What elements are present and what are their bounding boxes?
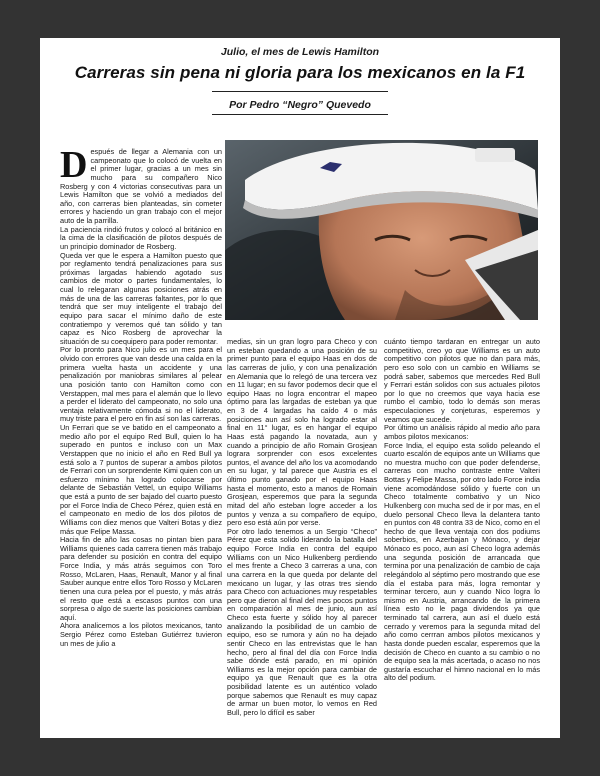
byline-top-rule (212, 91, 388, 92)
paragraph: medias, sin un gran logro para Checo y con un esteban quedando a una posición de su primer punto para el equipo Haas en dos de las carreras de julio, y con una penalización en Alemania que lo relegó de una tercera vez en 11 lugar; en su favor podemos decir que el equipo Haas no logra encontrar el mapeo óptimo para las largadas de esteban ya que en 3 de 4 largadas ha caído 4 o más posiciones aun así solo ha logrado estar al final en 11° lugar, es en hangar el equipo Haas está pagando la novatada, aun y cuando a principio de año Romain Grosjean lograra sorprender con esos excelentes puntos, el avance del año los va acomodando en su lugar, y tal parece que Austria es el último punto ganado por el equipo Haas hasta el momento, esto a manos de Romain Grosjean, esperemos que para la segunda mitad del año esteban logre acceder a los puntos y venza a su compañero de equipo, pero eso está aún por verse. (227, 337, 377, 528)
article-column-2 (227, 338, 377, 718)
paragraph: Queda ver que le espera a Hamilton puesto que por reglamento tendrá penalizaciones para sus próximas largadas habiendo agotado sus cambios de motor o partes fundamentales, lo cual lo relegaran algunas posiciones atrás en más de una de las carreras faltantes, por lo que tendrá que ser muy inteligente el trabajo del equipo para sacar el mínimo daño de este contratiempo y veremos qué tan sólido y tan capaz es Nico Rosberg de aprovechar la situación de su coequipero para poder remontar. (60, 250, 222, 346)
paragraph: Force India, el equipo esta solido peleando el cuarto escalón de equipos ante un Williams que no muestra mucho con que poder defenderse, carreras con mucho contraste entre Valteri Bottas y Felipe Massa, por otro lado Force india viene acomodándose sólido y fuerte con un Checo totalmente combativo y un Nico Hulkenberg con mucha sed de ir por mas, en el duelo personal Checo lleva la delantera tanto en puntos con 48 contra 33 de Nico, como en el hecho de que lleva ventaja con dos podiums soberbios, en Azerbajan y Mónaco, y dejar Mónaco es poco, aun así Checo logra además una segunda posición de arrancada que termina por una penalización de cambio de caja relegándolo al séptimo pero mostrando que ese día el estaba para más, logra remontar y terminar tercero, aun y cuando Nico logra lo mismo en Austria, arrancando de la primera línea esto no le paga dividendos ya que terminado tal carrera, aun así el duelo está cerrado y veremos para la segunda mitad del año como cerrran ambos pilotos mexicanos y hasta donde pueden escalar, esperemos que la decisión de Checo en cuanto a su cambio o no de equipo sea la más acertada, o acaso no nos gustaría escuchar el himno nacional en lo más alto del podium. (384, 440, 540, 683)
paragraph: cuánto tiempo tardaran en entregar un auto competitivo, creo yo que Williams es un auto competitivo con pilotos que no dan para más, pero eso solo con un cambio en Williams se podrá saber, sabemos que mercedes Red Bull y Ferrari están solidos con sus actuales pilotos por lo que no creemos que vaya hacia ese rumbo el cambio, todo lo demás son meras especulaciones y conjeturas, esperemos y veamos que sucede. (384, 337, 540, 424)
paragraph: Un Ferrari que se ve batido en el campeonato a medio año por el equipo Red Bull, quien lo ha superado en puntos e incluso con un Max Verstappen que no inicio el año en Red Bull ya está solo a 7 puntos de superar a ambos pilotos de Ferrari con un sorprendente Kimi quien con un esfuerzo mínimo ha logrado colocarse por delante de Sebastián Vettel, un equipo Williams que está a punto de ser bajado del cuarto puesto por el Force India de Checo Pérez, quien está en el campeonato en medio de los dos pilotos de Williams con diez menos que Valteri Botas y diez más que Felipe Massa. (60, 423, 222, 536)
portrait-illustration (225, 140, 538, 320)
driver-portrait-photo (225, 140, 538, 320)
paragraph: Ahora analicemos a los pilotos mexicanos, tanto Sergio Pérez como Esteban Gutiérrez tuvieron un mes de julio a (60, 621, 222, 648)
article-headline: Carreras sin pena ni gloria para los mexicanos en la F1 (74, 63, 526, 82)
paragraph: La paciencia rindió frutos y colocó al británico en la cima de la clasificación de pilotos después de un principio dominador de Rosberg. (60, 224, 222, 251)
paragraph: Por último un análisis rápido al medio año para ambos pilotos mexicanos: (384, 423, 540, 441)
paragraph: espués de llegar a Alemania con un campeonato que lo colocó de vuelta en el primer lugar, gracias a un mes sin mucho para su compañero Nico Rosberg y con 4 victorias consecutivas para un Lewis Hamilton que se volvió a mediados del año, con carreras bien planteadas, sin cometer errores y haciendo un gran trabajo con el mejor auto de la parrilla. (60, 147, 222, 225)
article-column-3 (384, 338, 540, 683)
article-kicker: Julio, el mes de Lewis Hamilton (220, 46, 380, 58)
paragraph: Hacia fin de año las cosas no pintan bien para Williams quienes cada carrera tienen más trabajo para defender su posición en contra del equipo Force India, y más atrás seguimos con Toro Rosso, McLaren, Haas, Renault, Manor y al final Sauber aunque entre ellos Toro Rosso y McLaren tienen una cura pelea por el puesto, y más atrás el resto que está a escasos puntos con una sorpresa o algo de suerte las posiciones cambian aquí. (60, 535, 222, 622)
article-column-1 (60, 144, 222, 648)
article-byline: Por Pedro “Negro” Quevedo (229, 99, 371, 111)
paragraph: Por otro lado tenemos a un Sergio “Checo” Pérez que esta solido liderando la batalla del equipo Force India en contra del equipo Williams con un Nico Hulkenberg perdiendo el mes frente a Checo 3 carreras a una, con una carrera en la que queda por delante del mexicano un lugar, y las otras tres siendo para Checo con actuaciones muy respetables pero que dieron al final del mes pocos puntos en comparación al mes de junio, aun así Checo esta fuerte y sólido hoy al parecer analizando la posibilidad de un cambio de equipo, eso se rumora y aún no ha dejado sentir Checo en las entrevistas que le han hecho, pero al final del día con Force India sabe dónde está parado, en mi opinión Williams es la mejor opción para cambiar de equipo ya que Renault que es la otra posibilidad latente es un auténtico volado porque sabemos que Renault es muy capaz de armar un buen motor, lo vemos en Red Bull, pero lo difícil es saber (227, 526, 377, 717)
drop-cap: D (60, 144, 88, 186)
paragraph: Por lo pronto para Nico julio es un mes para el olvido con errores que van desde una calda en la primera vuelta hasta un accidente y una penalización por maniobras similares al pelear una posición tanto con Hamilton como con Verstappen, mal mes para el alemán que lo llevo a perder el liderato del campeonato, no solo una ventaja relativamente cómoda si no el liderato, muy triste para el pero en fin así son las carreras. (60, 345, 222, 424)
magazine-page (40, 38, 560, 738)
byline-bottom-rule (212, 114, 388, 115)
